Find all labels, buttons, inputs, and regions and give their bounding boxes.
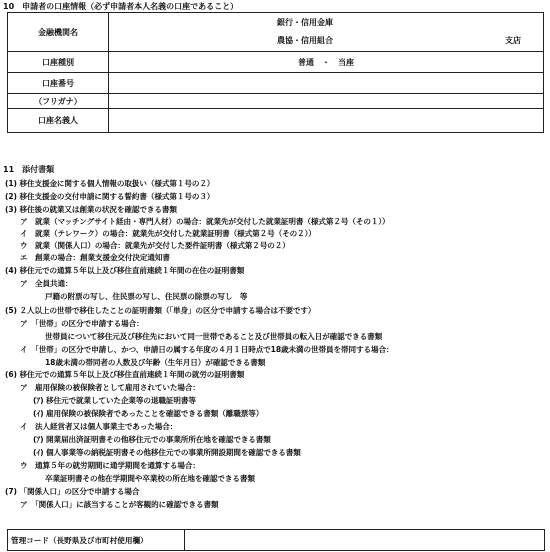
account-type-options[interactable]: 普通 ・ 当座 xyxy=(109,52,544,73)
attachment-line: (6) 移住元での通算５年以上及び移住直前連続１年間の就労の証明書類 xyxy=(5,370,245,379)
attachment-line: イ 法人経営者又は個人事業主であった場合： xyxy=(20,422,178,431)
account-number-field[interactable] xyxy=(109,73,544,94)
account-holder-field[interactable] xyxy=(109,109,544,133)
section11-heading: 11 添付書類 xyxy=(3,165,55,174)
bank-name-field[interactable] xyxy=(109,13,544,52)
attachment-line: (3) 移住後の就業又は創業の状況を確認できる書類 xyxy=(5,205,177,214)
attachment-line: ア 就業（マッチングサイト経由・専門人材）の場合：就業先が交付した就業証明書（様式第２号（その１）） xyxy=(20,217,390,226)
account-number-label: 口座番号 xyxy=(8,73,109,94)
attachment-line: (1) 移住支援金に関する個人情報の取扱い（様式第１号の２） xyxy=(5,179,215,188)
attachment-line: (2) 移住支援金の交付申請に関する誓約書（様式第１号の３） xyxy=(5,192,215,201)
attachment-line: (ｱ) 開業届出済証明書その他移住元での事業所所在地を確認できる書類 xyxy=(33,435,271,444)
attachment-line: ア 全員共通： xyxy=(20,279,73,288)
account-type-label: 口座種別 xyxy=(8,52,109,73)
attachment-line: イ 「世帯」の区分で申請し、かつ、申請日の属する年度の４月１日時点で18歳未満の世帯員を帯同する場合： xyxy=(20,345,394,354)
management-code-field[interactable] xyxy=(185,530,544,550)
attachment-line: ア 「関係人口」に該当することが客観的に確認できる書類 xyxy=(20,500,219,509)
attachment-line: (ｲ) 個人事業等の納税証明書その他移住元での事業所開設期間を確認できる書類 xyxy=(33,448,301,457)
bank-name-label: 金融機関名 xyxy=(8,13,109,52)
management-code-box xyxy=(7,529,545,551)
bank-type-1: 銀行・信用金庫 xyxy=(277,18,333,27)
attachment-line: ア 雇用保険の被保険者として雇用されていた場合： xyxy=(20,383,200,392)
attachment-line: ウ 通算５年の就労期間に通学期間を通算する場合： xyxy=(20,461,200,470)
bank-type-2: 農協・信用組合 xyxy=(277,36,333,45)
management-code-label-cell xyxy=(8,530,185,550)
account-info-table xyxy=(7,12,544,133)
attachment-line: 世帯員について移住元及び移住先において同一世帯であること及び世帯員の転入日が確認できる書類 xyxy=(45,332,383,341)
attachment-line: 戸籍の附票の写し、住民票の写し、住民票の除票の写し 等 xyxy=(45,292,248,301)
attachment-line: (ｲ) 雇用保険の被保険者であったことを確認できる書類（離職票等） xyxy=(33,409,264,418)
management-code-label: 管理コード（長野県及び市町村使用欄） xyxy=(11,536,148,545)
attachment-line: (ｱ) 移住元で就業していた企業等の退職証明書等 xyxy=(33,396,196,405)
attachment-line: ウ 就業（関係人口）の場合：就業先が交付した要件証明書（様式第２号の２） xyxy=(20,241,290,250)
attachment-line: (7) 「関係人口」の区分で申請する場合 xyxy=(5,487,140,496)
section10-heading: 10 申請者の口座情報（必ず申請者本人名義の口座であること） xyxy=(3,2,239,11)
attachment-line: 18歳未満の帯同者の人数及び年齢（生年月日）が確認できる書類 xyxy=(45,358,266,367)
attachment-line: ア 「世帯」の区分で申請する場合： xyxy=(20,319,144,328)
furigana-field[interactable] xyxy=(109,94,544,109)
attachment-line: イ 就業（テレワーク）の場合：就業先が交付した就業証明書（様式第２号（その２）） xyxy=(20,229,316,238)
attachment-line: エ 創業の場合：創業支援金交付決定通知書 xyxy=(20,253,170,262)
branch-label: 支店 xyxy=(505,36,521,45)
account-holder-label: 口座名義人 xyxy=(8,109,109,133)
attachment-line: (4) 移住元での通算５年以上及び移住直前連続１年間の在住の証明書類 xyxy=(5,266,245,275)
furigana-label: （フリガナ） xyxy=(8,94,109,109)
attachment-line: 卒業証明書その他在学期間や卒業校の所在地を確認できる書類 xyxy=(45,474,255,483)
attachment-line: (5) ２人以上の世帯で移住したことの証明書類（「単身」の区分で申請する場合は不要です） xyxy=(5,306,316,315)
